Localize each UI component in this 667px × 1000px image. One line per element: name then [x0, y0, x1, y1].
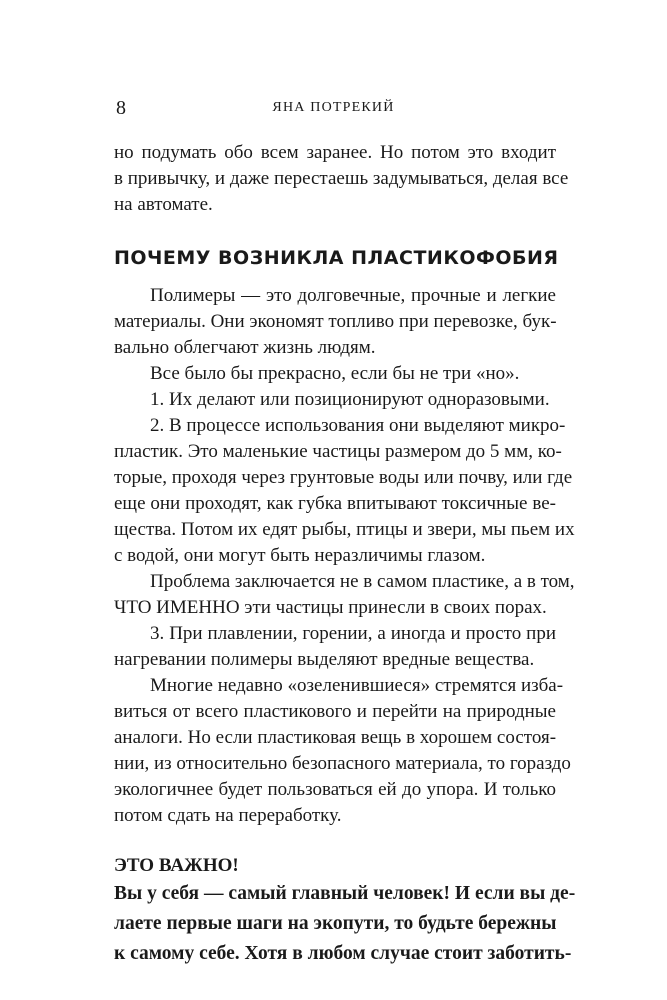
text-line: Полимеры — это долговечные, прочные и легкие — [150, 285, 556, 306]
text-line: к самому себе. Хотя в любом случае стоит заботить- — [114, 943, 572, 964]
text-line: нагревании полимеры выделяют вредные вещества. — [114, 649, 535, 670]
text-line: 2. В процессе использования они выделяют микро- — [150, 415, 566, 436]
text-line: Все было бы прекрасно, если бы не три «но». — [150, 363, 520, 384]
text-line: Многие недавно «озеленившиеся» стремятся изба- — [150, 675, 564, 696]
text-line: ЧТО ИМЕННО эти частицы принесли в своих порах. — [114, 597, 547, 618]
page-body — [114, 140, 576, 969]
text-line: пластик. Это маленькие частицы размером до 5 мм, ко- — [114, 441, 562, 462]
text-line: щества. Потом их едят рыбы, птицы и звери, мы пьем их — [114, 519, 575, 540]
text-line: нии, из относительно безопасного материала, то гораздо — [114, 753, 571, 774]
section-heading: ПОЧЕМУ ВОЗНИКЛА ПЛАСТИКОФОБИЯ — [114, 247, 559, 269]
text-line: экологичнее будет пользоваться ей до упора. И только — [114, 779, 556, 800]
important-heading: ЭТО ВАЖНО! — [114, 855, 239, 876]
text-line: Проблема заключается не в самом пластике, а в том, — [150, 571, 575, 592]
text-line: но подумать обо всем заранее. Но потом это входит — [114, 142, 556, 163]
text-line: с водой, они могут быть неразличимы глазом. — [114, 545, 486, 566]
intro-paragraph — [114, 140, 569, 218]
running-title: ЯНА ПОТРЕКИЙ — [272, 100, 395, 115]
important-callout — [114, 879, 576, 969]
text-line: Вы у себя — самый главный человек! И если вы де- — [114, 883, 576, 904]
text-line: 3. При плавлении, горении, а иногда и просто при — [150, 623, 556, 644]
text-line: виться от всего пластикового и перейти на природные — [114, 701, 556, 722]
text-line: в привычку, и даже перестаешь задумываться, делая все — [114, 168, 569, 189]
text-line: торые, проходя через грунтовые воды или почву, или где — [114, 467, 573, 488]
text-line: материалы. Они экономят топливо при перевозке, бук- — [114, 311, 557, 332]
text-line: 1. Их делают или позиционируют одноразовыми. — [150, 389, 550, 410]
text-line: лаете первые шаги на экопути, то будьте бережны — [114, 913, 557, 934]
page-number: 8 — [116, 97, 126, 119]
text-line: на автомате. — [114, 194, 213, 215]
text-line: вально облегчают жизнь людям. — [114, 337, 376, 358]
text-line: потом сдать на переработку. — [114, 805, 342, 826]
text-line: аналоги. Но если пластиковая вещь в хорошем состоя- — [114, 727, 557, 748]
section-body — [114, 283, 575, 829]
text-line: еще они проходят, как губка впитывают токсичные ве- — [114, 493, 556, 514]
